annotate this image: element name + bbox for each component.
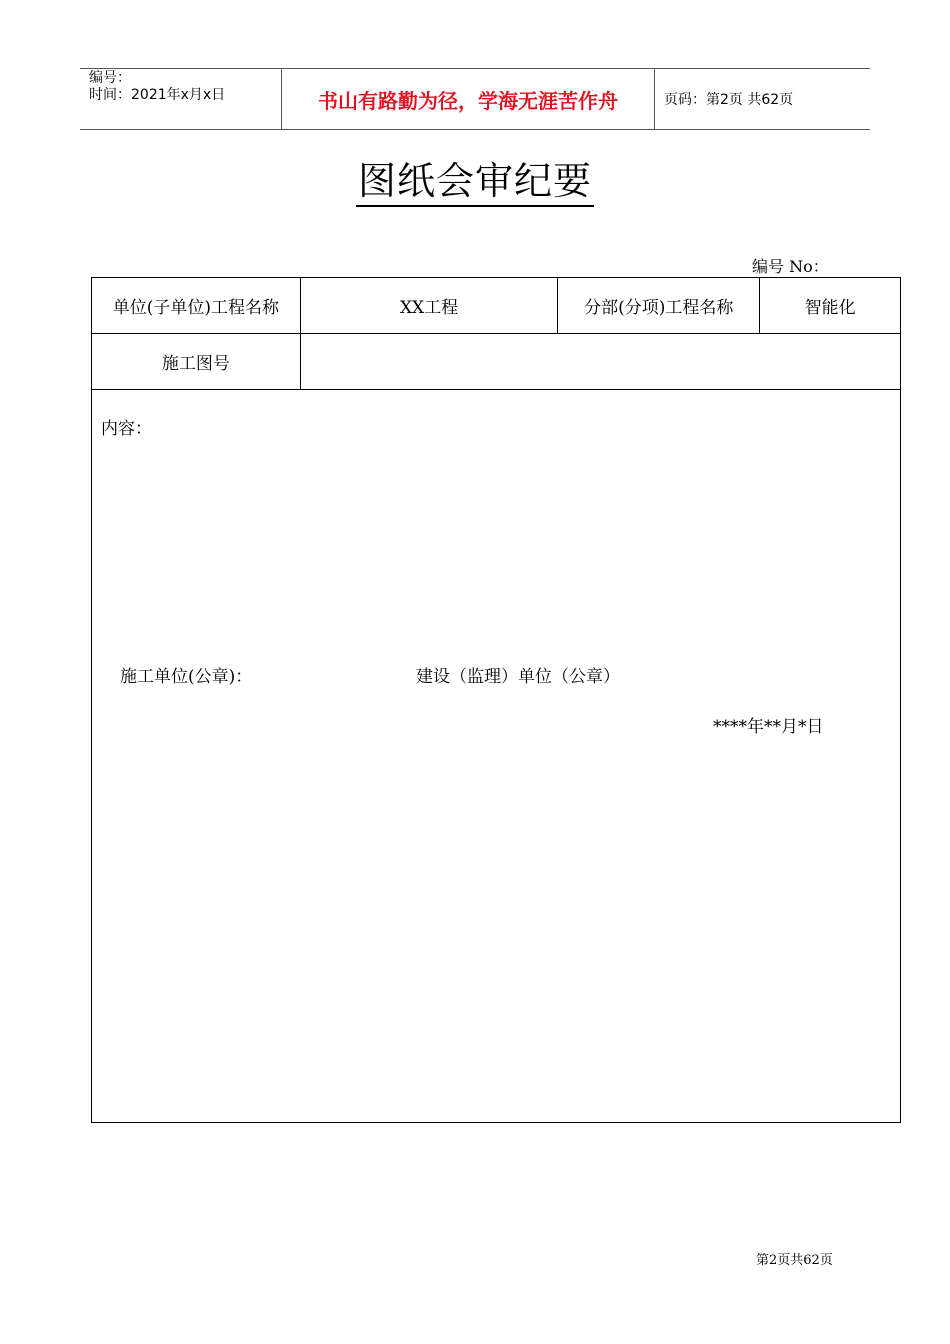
construction-unit-seal: 施工单位(公章)：: [120, 667, 253, 687]
unit-project-value: XX工程: [300, 278, 558, 334]
header-page-label: 页码：第2页 共62页: [664, 92, 794, 108]
header-motto: 书山有路勤为径，学海无涯苦作舟: [318, 89, 618, 113]
drawing-no-label: 施工图号: [92, 334, 301, 390]
page-title: 图纸会审纪要: [356, 159, 594, 207]
table-row: [92, 278, 901, 334]
header-number-label: 编号：: [89, 70, 131, 86]
content-cell: [92, 390, 901, 1123]
header-divider-right: [654, 68, 655, 129]
header-time-label: 时间：2021年x月x日: [89, 87, 226, 103]
table-row: [92, 334, 901, 390]
footer-page-number: 第2页共62页: [756, 1253, 833, 1268]
doc-number-label: 编号 No：: [752, 257, 829, 276]
table-row: [92, 390, 901, 1123]
owner-supervisor-seal: 建设（监理）单位（公章）: [416, 667, 620, 687]
content-label: 内容：: [101, 419, 152, 439]
header-bottom-rule: [80, 129, 870, 130]
header-top-rule: [80, 68, 870, 69]
review-form-table: [91, 277, 901, 1123]
drawing-no-value: [300, 334, 900, 390]
header-left: [89, 70, 225, 104]
sign-date: ****年**月*日: [713, 717, 824, 737]
subproject-label: 分部(分项)工程名称: [558, 278, 760, 334]
unit-project-label: 单位(子单位)工程名称: [92, 278, 301, 334]
subproject-value: 智能化: [760, 278, 901, 334]
title-wrapper: [0, 150, 950, 205]
